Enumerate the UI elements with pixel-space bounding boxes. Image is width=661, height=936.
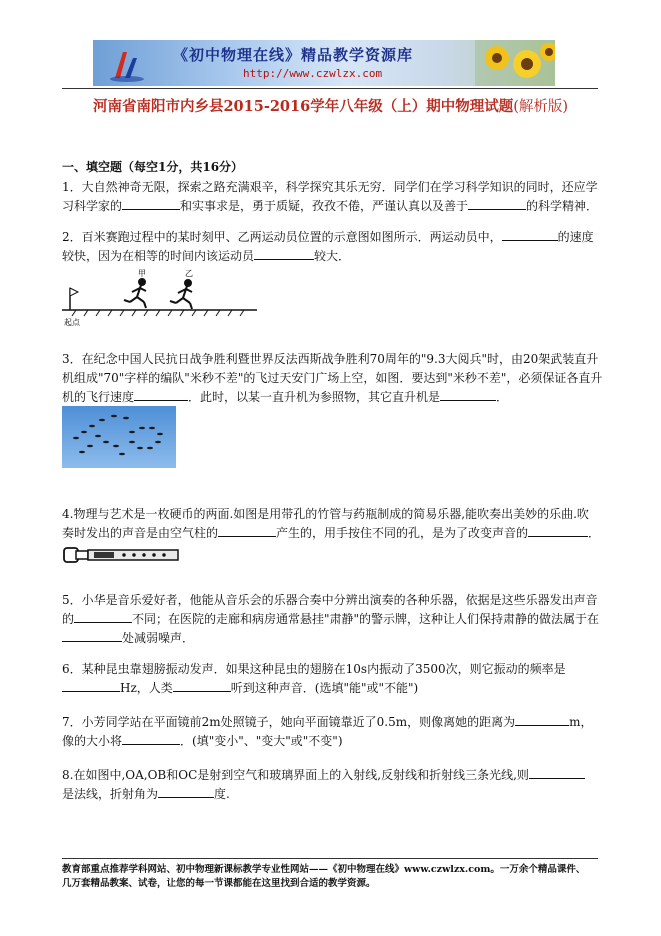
- question-text: ．(填"变小"、"变大"或"不变"): [180, 734, 343, 748]
- question-text: 4.物理与艺术是一枚硬币的两面.如图是用带孔的竹管与药瓶制成的简易乐器,能吹奏出美妙的乐曲.吹: [62, 507, 589, 521]
- question-text: 的: [62, 612, 75, 626]
- question-text: 6．某种昆虫靠翅膀振动发声．如果这种昆虫的翅膀在10s内振动了3500次，则它振动的频率是: [62, 662, 566, 676]
- runner-yi-icon: [170, 280, 192, 309]
- question-text: 是法线，折射角为: [62, 787, 159, 801]
- question-text: 2．百米赛跑过程中的某时刻甲、乙两运动员位置的示意图如图所示．两运动员中，: [62, 230, 502, 244]
- sunflower-icon: [475, 40, 555, 86]
- question-text: 习科学家的: [62, 199, 123, 213]
- question-8: [62, 766, 592, 804]
- question-text: ．此时，以某一直升机为参照物，其它直升机是: [188, 390, 441, 404]
- answer-blank[interactable]: [254, 247, 314, 260]
- answer-blank[interactable]: [173, 679, 231, 692]
- question-5: [62, 591, 600, 648]
- document-title: [0, 95, 661, 116]
- page-footer: [62, 863, 585, 891]
- question-text: 度.: [214, 787, 230, 801]
- answer-blank[interactable]: [529, 766, 585, 779]
- footer-line: 教育部重点推荐学科网站、初中物理新课标教学专业性网站——《初中物理在线》www.czwlzx.com。一万余个精品课件、: [62, 864, 586, 875]
- footer-line: 几万套精品教案、试卷，让您的每一节课都能在这里找到合适的教学资源。: [62, 878, 376, 889]
- question-text: 较快，因为在相等的时间内该运动员: [62, 249, 255, 263]
- answer-blank[interactable]: [502, 228, 558, 241]
- header-banner: [93, 40, 555, 86]
- runner-jia-icon: [124, 279, 146, 308]
- question-text: 1．大自然神奇无限，探索之路充满艰辛，科学探究其乐无穷．同学们在学习科学知识的同时，还应学: [62, 180, 598, 194]
- answer-blank[interactable]: [515, 713, 569, 726]
- question-text: 处减弱噪声．: [122, 631, 195, 645]
- start-flag-icon: [70, 288, 78, 310]
- header-divider: [62, 88, 598, 89]
- question-text: 7．小芳同学站在平面镜前2m处照镜子，她向平面镜靠近了0.5m，则像离她的距离为: [62, 715, 516, 729]
- race-diagram: [62, 268, 262, 328]
- question-2: [62, 228, 592, 266]
- answer-blank[interactable]: [74, 610, 132, 623]
- runner-yi-label: 乙: [185, 269, 193, 278]
- question-text: 的科学精神．: [526, 199, 599, 213]
- question-text: 5．小华是音乐爱好者，他能从音乐会的乐器合奏中分辨出演奏的各种乐器，依据是这些乐器发出声音: [62, 593, 598, 607]
- question-text: 像的大小将: [62, 734, 123, 748]
- title-main: 河南省南阳市内乡县2015-2016学年八年级（上）期中物理试题: [92, 98, 514, 115]
- answer-blank[interactable]: [218, 524, 276, 537]
- question-text: 机的飞行速度: [62, 390, 135, 404]
- answer-blank[interactable]: [134, 388, 188, 401]
- answer-blank[interactable]: [122, 732, 180, 745]
- banner-url[interactable]: http://www.czwlzx.com: [243, 67, 383, 80]
- question-6: [62, 660, 592, 698]
- question-text: 奏时发出的声音是由空气柱的: [62, 526, 219, 540]
- answer-blank[interactable]: [528, 524, 588, 537]
- question-text: 3．在纪念中国人民抗日战争胜利暨世界反法西斯战争胜利70周年的"9.3大阅兵"时，由20架武装直升: [62, 352, 599, 366]
- footer-divider: [62, 858, 598, 859]
- question-text: 机组成"70"字样的编队"米秒不差"的飞过天安门广场上空，如图．要达到"米秒不差"，必须保证各直升: [62, 371, 603, 385]
- answer-blank[interactable]: [440, 388, 496, 401]
- question-4: [62, 505, 601, 543]
- site-logo-icon: [107, 44, 147, 84]
- bamboo-flute-diagram: [62, 542, 182, 568]
- runner-jia-label: 甲: [138, 269, 146, 278]
- question-text: 的速度: [557, 230, 594, 244]
- banner-title: 《初中物理在线》精品教学资源库: [173, 46, 414, 64]
- question-text: 不同；在医院的走廊和病房通常悬挂"肃静"的警示牌，这种让人们保持肃静的做法属于在: [132, 612, 600, 626]
- start-label: 起点: [64, 318, 80, 327]
- question-text: m，: [569, 715, 593, 729]
- answer-blank[interactable]: [122, 197, 180, 210]
- question-3: [62, 350, 603, 407]
- question-text: 较大．: [314, 249, 351, 263]
- question-text: Hz，人类: [120, 681, 173, 695]
- question-text: ．: [496, 390, 509, 404]
- helicopter-formation-photo: [62, 406, 176, 468]
- answer-blank[interactable]: [158, 785, 214, 798]
- question-7: [62, 713, 592, 751]
- question-1: [62, 178, 599, 216]
- question-text: ．: [588, 526, 601, 540]
- answer-blank[interactable]: [468, 197, 526, 210]
- question-text: 和实事求是，勇于质疑，孜孜不倦，严谨认真以及善于: [180, 199, 469, 213]
- answer-blank[interactable]: [62, 679, 120, 692]
- question-text: 产生的，用手按住不同的孔，是为了改变声音的: [276, 526, 529, 540]
- answer-blank[interactable]: [62, 629, 122, 642]
- title-suffix: (解析版): [513, 99, 569, 115]
- section-heading: 一、填空题（每空1分，共16分）: [62, 160, 244, 174]
- question-text: 听到这种声音．(选填"能"或"不能"): [230, 681, 419, 695]
- question-text: 8.在如图中,OA,OB和OC是射到空气和玻璃界面上的入射线,反射线和折射线三条光线,则: [62, 768, 529, 782]
